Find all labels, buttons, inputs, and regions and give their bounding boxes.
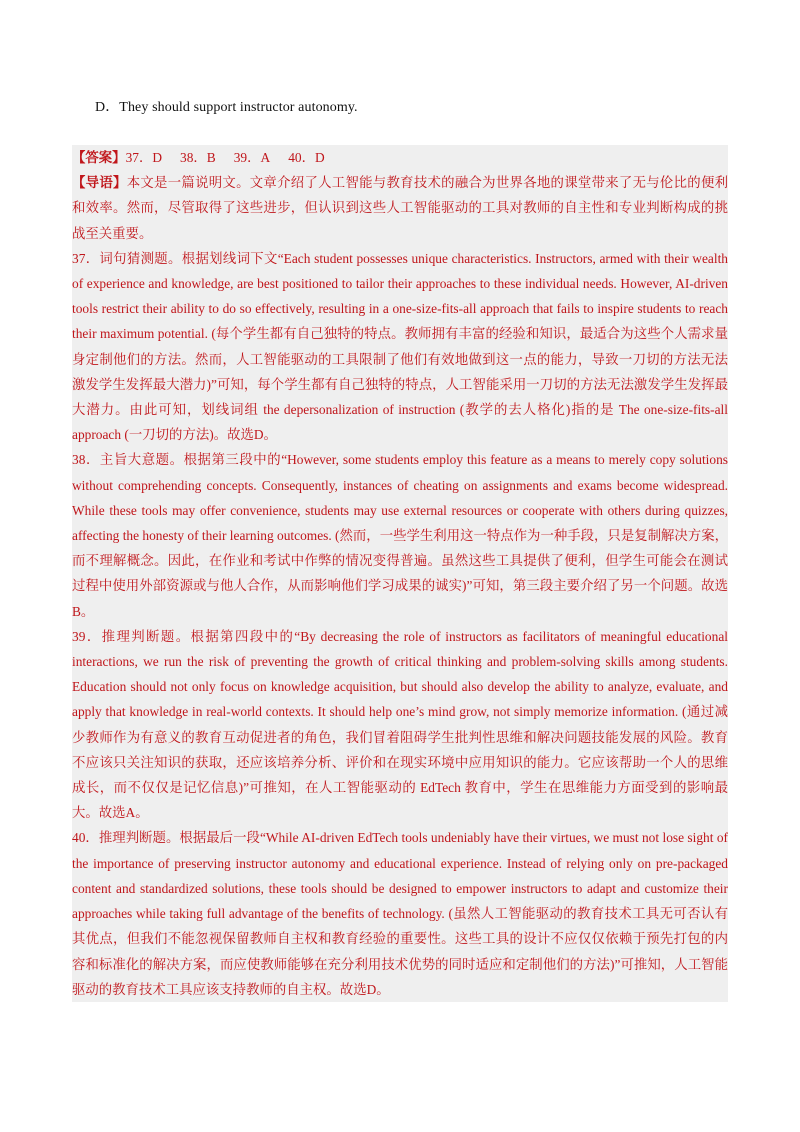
- guide-label: 【导语】: [72, 175, 127, 191]
- explanation-q38: 38．主旨大意题。根据第三段中的“However, some students employ this feature as a means to merely copy solutions without comprehending concepts. Consequently, instances of cheating on assignments and exams become widespread. While these tools may offer convenience, students may use external resources or cooperate with others during quizzes, affecting the honesty of their learning outcomes. (然而，一些学生利用这一特点作为一种手段，只是复制解决方案，而不理解概念。因此，在作业和考试中作弊的情况变得普遍。虽然这些工具提供了便利，但学生可能会在测试过程中使用外部资源或与他人合作，从而影响他们学习成果的诚实)”可知，第三段主要介绍了另一个问题。故选B。: [72, 452, 728, 619]
- answer-explanation-block: [72, 145, 728, 1002]
- explanation-q37: 37．词句猜测题。根据划线词下文“Each student possesses unique characteristics. Instructors, armed with their wealth of experience and knowledge, are best positioned to tailor their approaches to these individual needs. However, AI-driven tools restrict their ability to do so effectively, resulting in a one-size-fits-all approach that fails to inspire students to reach their maximum potential. (每个学生都有自己独特的特点。教师拥有丰富的经验和知识，最适合为这些个人需求量身定制他们的方法。然而，人工智能驱动的工具限制了他们有效地做到这一点的能力，导致一刀切的方法无法激发学生发挥最大潜力)”可知，每个学生都有自己独特的特点，人工智能采用一刀切的方法无法激发学生发挥最大潜力。由此可知，划线词组 the depersonalization of instruction (教学的去人格化)指的是 The one-size-fits-all approach (一刀切的方法)。故选D。: [72, 250, 728, 443]
- answer-line: [72, 145, 728, 170]
- answer-item: 40．D: [288, 150, 325, 165]
- option-d-text: D．They should support instructor autonomy.: [95, 100, 358, 115]
- guide-text: 本文是一篇说明文。文章介绍了人工智能与教育技术的融合为世界各地的课堂带来了无与伦比的便利和效率。然而，尽管取得了这些进步，但认识到这些人工智能驱动的工具对教师的自主性和专业判断构成的挑战至关重要。: [72, 175, 729, 241]
- answer-item: 37．D: [125, 150, 163, 165]
- explanation-q39: 39．推理判断题。根据第四段中的“By decreasing the role of instructors as facilitators of meaningful educational interactions, we run the risk of preventing the growth of critical thinking and problem-solving skills among students. Education should not only focus on knowledge acquisition, but should also develop the ability to analyze, evaluate, and apply that knowledge in real-world contexts. It should help one’s mind grow, not simply memorize information. (通过减少教师作为有意义的教育互动促进者的角色，我们冒着阻碍学生批判性思维和解决问题技能发展的风险。教育不应该只关注知识的获取，还应该培养分析、评价和在现实环境中应用知识的能力。它应该帮助一个人的思维成长，而不仅仅是记忆信息)”可推知，在人工智能驱动的 EdTech 教育中，学生在思维能力方面受到的影响最大。故选A。: [72, 628, 728, 821]
- answer-label: 【答案】: [72, 150, 126, 165]
- answer-item: 39．A: [233, 150, 271, 165]
- answer-item: 38．B: [180, 150, 216, 165]
- guide-paragraph: [72, 170, 728, 246]
- explanation-q40: 40．推理判断题。根据最后一段“While AI-driven EdTech tools undeniably have their virtues, we must not lose sight of the importance of preserving instructor autonomy and educational experience. Instead of relying only on pre-packaged content and standardized solutions, these tools should be designed to empower instructors to adapt and customize their approaches while taking full advantage of the benefits of technology. (虽然人工智能驱动的教育技术工具无可否认有其优点，但我们不能忽视保留教师自主权和教育经验的重要性。这些工具的设计不应仅仅依赖于预先打包的内容和标准化的解决方案，而应使教师能够在充分利用技术优势的同时适应和定制他们的方法)”可推知，人工智能驱动的教育技术工具应该支持教师的自主权。故选D。: [72, 830, 728, 997]
